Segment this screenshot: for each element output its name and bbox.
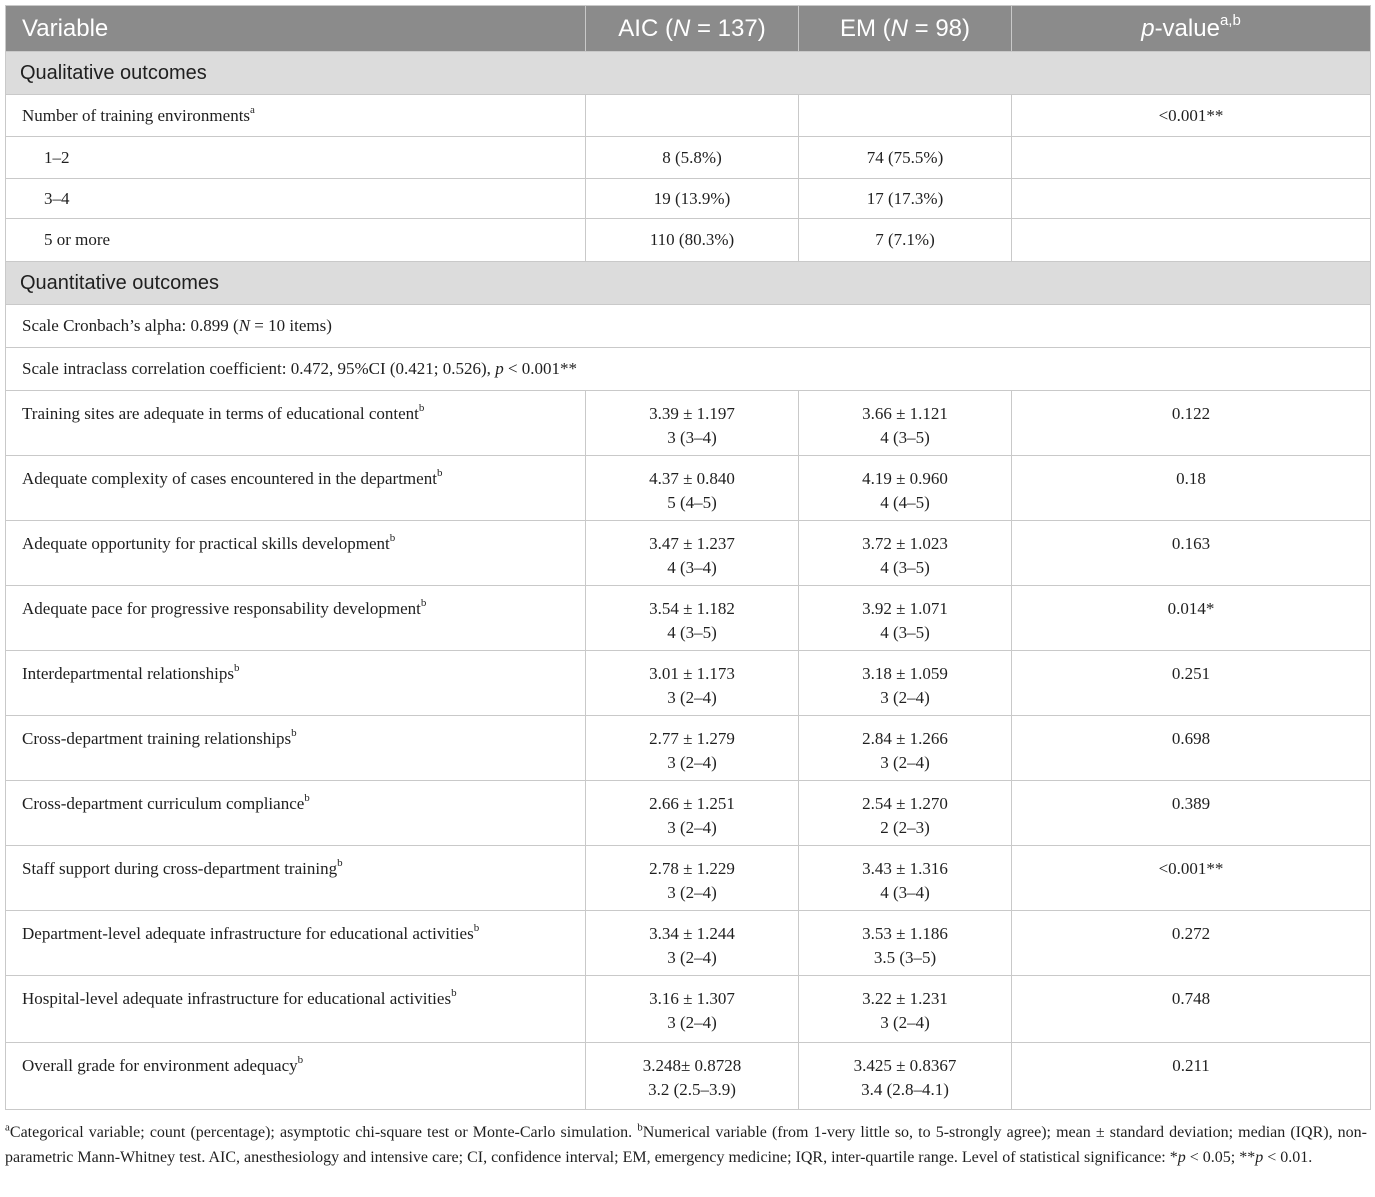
table-row: [6, 1043, 1371, 1110]
icc-note: Scale intraclass correlation coefficient: 0.472, 95%CI (0.421; 0.526), p < 0.001**: [6, 348, 1371, 391]
header-variable: Variable: [6, 6, 586, 52]
section-title-quantitative: Quantitative outcomes: [6, 262, 1371, 305]
table-row: [6, 521, 1371, 586]
cell-p-value: 0.163: [1012, 521, 1371, 586]
cell-em: 3.22 ± 1.231 3 (2–4): [799, 976, 1012, 1043]
table-footnote: $^a$Categorical variable; count (percentage); asymptotic chi-square test or Monte-Carlo simulation. $^b$Numerical variable (from 1-very little so, to 5-strongly agree); mean ± standard deviation; median (IQR), non-parametric Mann-Whitney test. AIC, anesthesiology and intensive care; CI, confidence interval; EM, emergency medicine; IQR, inter-quartile range. Level of statistical significance: *p < 0.05; **p < 0.01.: [5, 1121, 1368, 1166]
cell-p-value: 0.748: [1012, 976, 1371, 1043]
row-label: Adequate pace for progressive responsability development$^b$: [6, 586, 586, 651]
cell-aic: 3.248± 0.8728 3.2 (2.5–3.9): [586, 1043, 799, 1110]
table-row: [6, 976, 1371, 1043]
cell-p-value: [1012, 179, 1371, 219]
cell-p-value: 0.211: [1012, 1043, 1371, 1110]
table-row: [6, 781, 1371, 846]
cell-aic: 2.77 ± 1.279 3 (2–4): [586, 716, 799, 781]
cell-p-value: 0.122: [1012, 391, 1371, 456]
header-p-value: p-value$^{a,b}$: [1012, 6, 1371, 52]
cell-aic: [586, 95, 799, 137]
cell-em: 3.53 ± 1.186 3.5 (3–5): [799, 911, 1012, 976]
table-row: [6, 137, 1371, 179]
cell-p-value: 0.18: [1012, 456, 1371, 521]
cell-em: 3.66 ± 1.121 4 (3–5): [799, 391, 1012, 456]
cell-em: 3.425 ± 0.8367 3.4 (2.8–4.1): [799, 1043, 1012, 1110]
header-em: EM (N = 98): [799, 6, 1012, 52]
cronbach-alpha-note: Scale Cronbach’s alpha: 0.899 (N = 10 items): [6, 305, 1371, 348]
table-row: [6, 586, 1371, 651]
cell-em: 17 (17.3%): [799, 179, 1012, 219]
cell-p-value: [1012, 137, 1371, 179]
results-table: [5, 5, 1371, 1110]
cell-aic: 3.01 ± 1.173 3 (2–4): [586, 651, 799, 716]
table-row: [6, 219, 1371, 262]
header-aic: AIC (N = 137): [586, 6, 799, 52]
cell-em: 2.84 ± 1.266 3 (2–4): [799, 716, 1012, 781]
cell-aic: 3.34 ± 1.244 3 (2–4): [586, 911, 799, 976]
cell-aic: 4.37 ± 0.840 5 (4–5): [586, 456, 799, 521]
row-label: Hospital-level adequate infrastructure for educational activities$^b$: [6, 976, 586, 1043]
cell-aic: 3.16 ± 1.307 3 (2–4): [586, 976, 799, 1043]
row-label: Cross-department curriculum compliance$^b$: [6, 781, 586, 846]
cell-em: [799, 95, 1012, 137]
cell-em: 4.19 ± 0.960 4 (4–5): [799, 456, 1012, 521]
row-label: Adequate complexity of cases encountered in the department$^b$: [6, 456, 586, 521]
cell-aic: 19 (13.9%): [586, 179, 799, 219]
section-title-qualitative: Qualitative outcomes: [6, 52, 1371, 95]
cell-p-value: 0.698: [1012, 716, 1371, 781]
cell-em: 3.18 ± 1.059 3 (2–4): [799, 651, 1012, 716]
cell-aic: 3.47 ± 1.237 4 (3–4): [586, 521, 799, 586]
section-row: [6, 52, 1371, 95]
table-row: [6, 651, 1371, 716]
cell-p-value: <0.001**: [1012, 846, 1371, 911]
cell-aic: 2.78 ± 1.229 3 (2–4): [586, 846, 799, 911]
cell-em: 3.92 ± 1.071 4 (3–5): [799, 586, 1012, 651]
row-label: 3–4: [6, 179, 586, 219]
header-row: [6, 6, 1371, 52]
cell-em: 7 (7.1%): [799, 219, 1012, 262]
cell-p-value: <0.001**: [1012, 95, 1371, 137]
row-label: 1–2: [6, 137, 586, 179]
table-row: [6, 716, 1371, 781]
table-row: [6, 846, 1371, 911]
cell-em: 3.72 ± 1.023 4 (3–5): [799, 521, 1012, 586]
row-label: Staff support during cross-department training$^b$: [6, 846, 586, 911]
section-row: [6, 262, 1371, 305]
cell-aic: 2.66 ± 1.251 3 (2–4): [586, 781, 799, 846]
row-label: Interdepartmental relationships$^b$: [6, 651, 586, 716]
cell-aic: 3.54 ± 1.182 4 (3–5): [586, 586, 799, 651]
table-row: [6, 305, 1371, 348]
table-row: [6, 348, 1371, 391]
row-label: Adequate opportunity for practical skills development$^b$: [6, 521, 586, 586]
table-row: [6, 391, 1371, 456]
table-row: [6, 95, 1371, 137]
row-label: Cross-department training relationships$^b$: [6, 716, 586, 781]
cell-p-value: 0.272: [1012, 911, 1371, 976]
cell-p-value: 0.251: [1012, 651, 1371, 716]
cell-p-value: 0.014*: [1012, 586, 1371, 651]
cell-em: 3.43 ± 1.316 4 (3–4): [799, 846, 1012, 911]
row-label: 5 or more: [6, 219, 586, 262]
cell-aic: 110 (80.3%): [586, 219, 799, 262]
table-row: [6, 911, 1371, 976]
row-label: Number of training environments$^a$: [6, 95, 586, 137]
row-label: Department-level adequate infrastructure for educational activities$^b$: [6, 911, 586, 976]
table-row: [6, 456, 1371, 521]
row-label: Overall grade for environment adequacy$^b$: [6, 1043, 586, 1110]
cell-aic: 3.39 ± 1.197 3 (3–4): [586, 391, 799, 456]
row-label: Training sites are adequate in terms of educational content$^b$: [6, 391, 586, 456]
cell-em: 74 (75.5%): [799, 137, 1012, 179]
cell-p-value: 0.389: [1012, 781, 1371, 846]
table-row: [6, 179, 1371, 219]
cell-aic: 8 (5.8%): [586, 137, 799, 179]
cell-em: 2.54 ± 1.270 2 (2–3): [799, 781, 1012, 846]
cell-p-value: [1012, 219, 1371, 262]
